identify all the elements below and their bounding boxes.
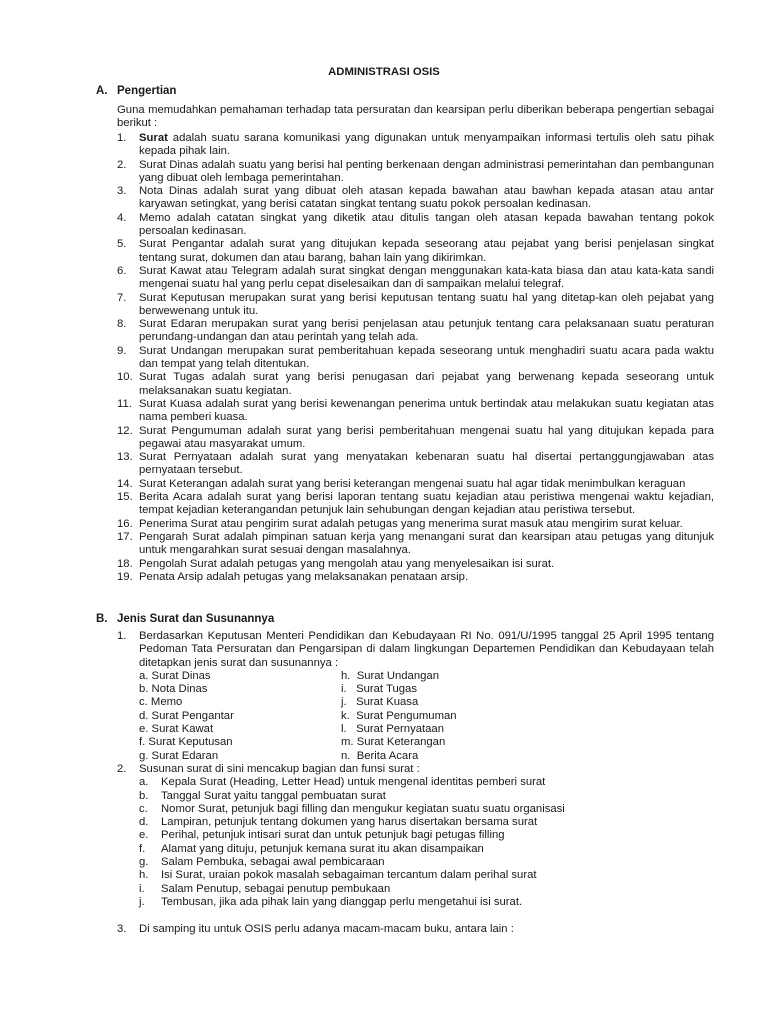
definition-item xyxy=(117,398,714,425)
section-letter: A. xyxy=(96,85,108,97)
definition-item xyxy=(117,292,714,319)
sub-letter: d. xyxy=(139,816,149,829)
item-number: 1. xyxy=(117,132,127,144)
definition-item xyxy=(117,371,714,398)
item-number: 1. xyxy=(117,630,127,642)
sub-letter: c. xyxy=(139,802,148,815)
sub-letter: a. xyxy=(139,776,149,789)
item-number: 4. xyxy=(117,211,127,224)
letter-type: l. Surat Pernyataan xyxy=(341,723,444,736)
definition-item xyxy=(117,491,714,518)
item-text: Surat Keterangan adalah surat yang berisi keterangan mengenai suatu hal agar tidak menimbulkan keraguan xyxy=(139,477,686,490)
letter-type: f. Surat Keputusan xyxy=(139,736,233,749)
section-a-intro: Guna memudahkan pemahaman terhadap tata persuratan dan kearsipan perlu diberikan beberapa pengertian sebagai berikut : xyxy=(117,104,714,130)
list-item xyxy=(117,763,714,909)
definition-item xyxy=(117,265,714,292)
definitions-list xyxy=(117,132,714,584)
definition-item xyxy=(117,425,714,452)
sub-letter: h. xyxy=(139,869,149,882)
sub-text: Tanggal Surat yaitu tanggal pembuatan surat xyxy=(161,789,386,802)
item-number: 16. xyxy=(117,517,133,530)
sub-text: Isi Surat, uraian pokok masalah sebagaiman tercantum dalam perihal surat xyxy=(161,869,537,882)
sub-letter: i. xyxy=(139,882,145,895)
item-text: adalah suatu sarana komunikasi yang digunakan untuk menyampaikan informasi tertulis oleh satu pihak kepada pihak lain. xyxy=(139,132,714,158)
item-number: 2. xyxy=(117,158,127,171)
item-text: Surat Pernyataan adalah surat yang menyatakan kebenaran suatu hal disertai pertanggungjawaban atas pernyataan tersebut. xyxy=(139,451,714,477)
definition-item xyxy=(117,345,714,372)
letter-type: i. Surat Tugas xyxy=(341,683,417,696)
item-number: 19. xyxy=(117,570,133,583)
letter-part xyxy=(139,843,714,856)
item-number: 11. xyxy=(117,397,132,410)
item-text: Surat Edaran merupakan surat yang berisi penjelasan atau petunjuk tentang cara pelaksanaan suatu peraturan perundang-undangan dan atau perintah yang telah ada. xyxy=(139,318,714,344)
item-text: Pengarah Surat adalah pimpinan satuan kerja yang menangani surat dan kearsipan atau petugas yang ditunjuk untuk mengarahkan surat sesuai dengan masalahnya. xyxy=(139,530,714,557)
letter-part xyxy=(139,790,714,803)
letter-type: a. Surat Dinas xyxy=(139,669,211,682)
sub-letter: f. xyxy=(139,842,146,855)
letter-part xyxy=(139,856,714,869)
letter-type: j. Surat Kuasa xyxy=(341,696,419,709)
item-text: Surat Undangan merupakan surat pemberitahuan kepada seseorang untuk menghadiri suatu acara pada waktu dan tempat yang telah ditentukan. xyxy=(139,344,714,371)
term: Surat xyxy=(139,132,168,144)
list-item xyxy=(117,630,714,763)
item-text: Surat Keputusan merupakan surat yang berisi keputusan tentang suatu hal yang ditetap-kan oleh pejabat yang berwewenang untuk itu. xyxy=(139,291,714,317)
sub-text: Alamat yang dituju, petunjuk kemana surat itu akan disampaikan xyxy=(161,842,484,855)
sub-text: Salam Penutup, sebagai penutup pembukaan xyxy=(161,882,391,895)
item-number: 10. xyxy=(117,371,133,384)
letter-part xyxy=(139,776,714,789)
letter-part xyxy=(139,829,714,842)
letter-type: b. Nota Dinas xyxy=(139,683,208,696)
letter-types-right xyxy=(341,670,591,763)
sub-text: Lampiran, petunjuk tentang dokumen yang harus disertakan bersama surat xyxy=(161,816,538,829)
sub-letter: e. xyxy=(139,829,149,842)
definition-item xyxy=(117,518,714,531)
item-number: 17. xyxy=(117,530,133,543)
section-letter: B. xyxy=(96,613,108,625)
letter-type: k. Surat Pengumuman xyxy=(341,709,457,722)
item-text: Berdasarkan Keputusan Menteri Pendidikan dan Kebudayaan RI No. 091/U/1995 tanggal 25 April 1995 tentang Pedoman Tata Persuratan dan Pengarsipan di dalam lingkungan Departemen Pendidikan dan Kebudayaan telah ditetapkan jenis surat dan susunannya : xyxy=(139,630,714,669)
item-number: 14. xyxy=(117,477,133,490)
definition-item xyxy=(117,318,714,345)
item-number: 6. xyxy=(117,264,127,277)
item-number: 5. xyxy=(117,238,127,251)
letter-part xyxy=(139,896,714,909)
item-number: 15. xyxy=(117,491,133,504)
item-number: 18. xyxy=(117,557,133,570)
letter-part xyxy=(139,883,714,896)
item-text: Surat Kawat atau Telegram adalah surat singkat dengan menggunakan kata-kata biasa dan atau kata-kata sandi mengenai suatu hal yang perlu cepat diselesaikan dan di sampaikan melalui telegraf. xyxy=(139,264,714,291)
section-b-list xyxy=(117,630,714,937)
letter-type: e. Surat Kawat xyxy=(139,723,214,736)
item-text: Surat Tugas adalah surat yang berisi penugasan dari pejabat yang berwenang kepada seseorang untuk melaksanakan suatu kegiatan. xyxy=(139,371,714,397)
sub-letter: g. xyxy=(139,856,149,869)
definition-item xyxy=(117,451,714,478)
item-text: Surat Pengumuman adalah surat yang berisi pemberitahuan mengenai suatu hal yang ditujukan kepada para pegawai atau masyarakat umum. xyxy=(139,424,714,450)
letter-type: g. Surat Edaran xyxy=(139,749,219,762)
section-title: Pengertian xyxy=(117,85,177,97)
item-number: 3. xyxy=(117,185,127,198)
definition-item xyxy=(117,132,714,159)
item-text: Nota Dinas adalah surat yang dibuat oleh atasan kepada bawahan atau bawhan kepada atasan atau antar karyawan setingkat, yang berisi catatan singkat tentang suatu pokok persoalan kedinasan. xyxy=(139,185,714,211)
letter-type: h. Surat Undangan xyxy=(341,669,439,682)
item-number: 9. xyxy=(117,344,127,357)
list-item xyxy=(117,923,714,936)
section-title: Jenis Surat dan Susunannya xyxy=(117,613,275,625)
definition-item xyxy=(117,558,714,571)
definition-item xyxy=(117,185,714,212)
letter-type: n. Berita Acara xyxy=(341,749,419,762)
definition-item xyxy=(117,238,714,265)
item-text: Surat Dinas adalah suatu yang berisi hal penting berkenaan dengan administrasi pemerintahan dan pembangunan yang dibuat oleh lembaga pemerintahan. xyxy=(139,158,714,184)
item-text: Susunan surat di sini mencakup bagian dan funsi surat : xyxy=(139,762,420,775)
letter-part xyxy=(139,816,714,829)
letter-type: m. Surat Keterangan xyxy=(341,736,446,749)
item-text: Surat Pengantar adalah surat yang ditujukan kepada seseorang atau pejabat yang berisi penjelasan singkat tentang surat, dokumen dan atau barang, bahan lain yang dikirimkan. xyxy=(139,238,714,264)
item-text: Penata Arsip adalah petugas yang melaksanakan penataan arsip. xyxy=(139,570,469,583)
item-text: Pengolah Surat adalah petugas yang mengolah atau yang menyelesaikan isi surat. xyxy=(139,557,555,570)
item-text: Penerima Surat atau pengirim surat adalah petugas yang menerima surat masuk atau mengirim surat keluar. xyxy=(139,517,683,530)
letter-type: d. Surat Pengantar xyxy=(139,709,234,722)
letter-types-columns xyxy=(139,670,714,763)
sub-letter: j. xyxy=(139,895,145,908)
letter-part xyxy=(139,803,714,816)
sub-letter: b. xyxy=(139,789,149,802)
letter-part xyxy=(139,869,714,882)
letter-types-left xyxy=(139,670,341,763)
document-title: ADMINISTRASI OSIS xyxy=(328,66,440,78)
sub-text: Nomor Surat, petunjuk bagi filling dan mengukur kegiatan suatu suatu organisasi xyxy=(161,802,565,815)
item-text: Surat Kuasa adalah surat yang berisi kewenangan penerima untuk bertindak atau melakukan suatu kegiatan atas nama pemberi kuasa. xyxy=(139,397,714,424)
item-text: Berita Acara adalah surat yang berisi laporan tentang suatu kejadian atau peristiwa mengenai waktu kejadian, tempat kejadian keterangandan petunjuk lain sehubungan dengan kejadian atau peristiwa tersebut. xyxy=(139,491,714,517)
sub-text: Perihal, petunjuk intisari surat dan untuk petunjuk bagi petugas filling xyxy=(161,829,505,842)
item-text: Di samping itu untuk OSIS perlu adanya macam-macam buku, antara lain : xyxy=(139,923,514,936)
section-a-heading xyxy=(96,84,696,98)
sub-text: Tembusan, jika ada pihak lain yang dianggap perlu mengetahui isi surat. xyxy=(161,895,523,908)
sub-text: Salam Pembuka, sebagai awal pembicaraan xyxy=(161,856,385,869)
definition-item xyxy=(117,212,714,239)
item-number: 12. xyxy=(117,424,133,437)
item-number: 2. xyxy=(117,762,127,775)
definition-item xyxy=(117,531,714,558)
letter-parts-list xyxy=(139,776,714,909)
letter-type: c. Memo xyxy=(139,696,183,709)
item-number: 7. xyxy=(117,291,127,304)
section-b-heading xyxy=(96,612,696,626)
item-number: 13. xyxy=(117,451,133,464)
definition-item xyxy=(117,478,714,491)
sub-text: Kepala Surat (Heading, Letter Head) untuk mengenal identitas pemberi surat xyxy=(161,776,546,789)
definition-item xyxy=(117,571,714,584)
item-text: Memo adalah catatan singkat yang diketik atau ditulis tangan oleh atasan kepada bawahan tentang pokok persoalan kedinasan. xyxy=(139,211,714,238)
item-number: 8. xyxy=(117,318,127,331)
item-number: 3. xyxy=(117,923,127,936)
definition-item xyxy=(117,159,714,186)
